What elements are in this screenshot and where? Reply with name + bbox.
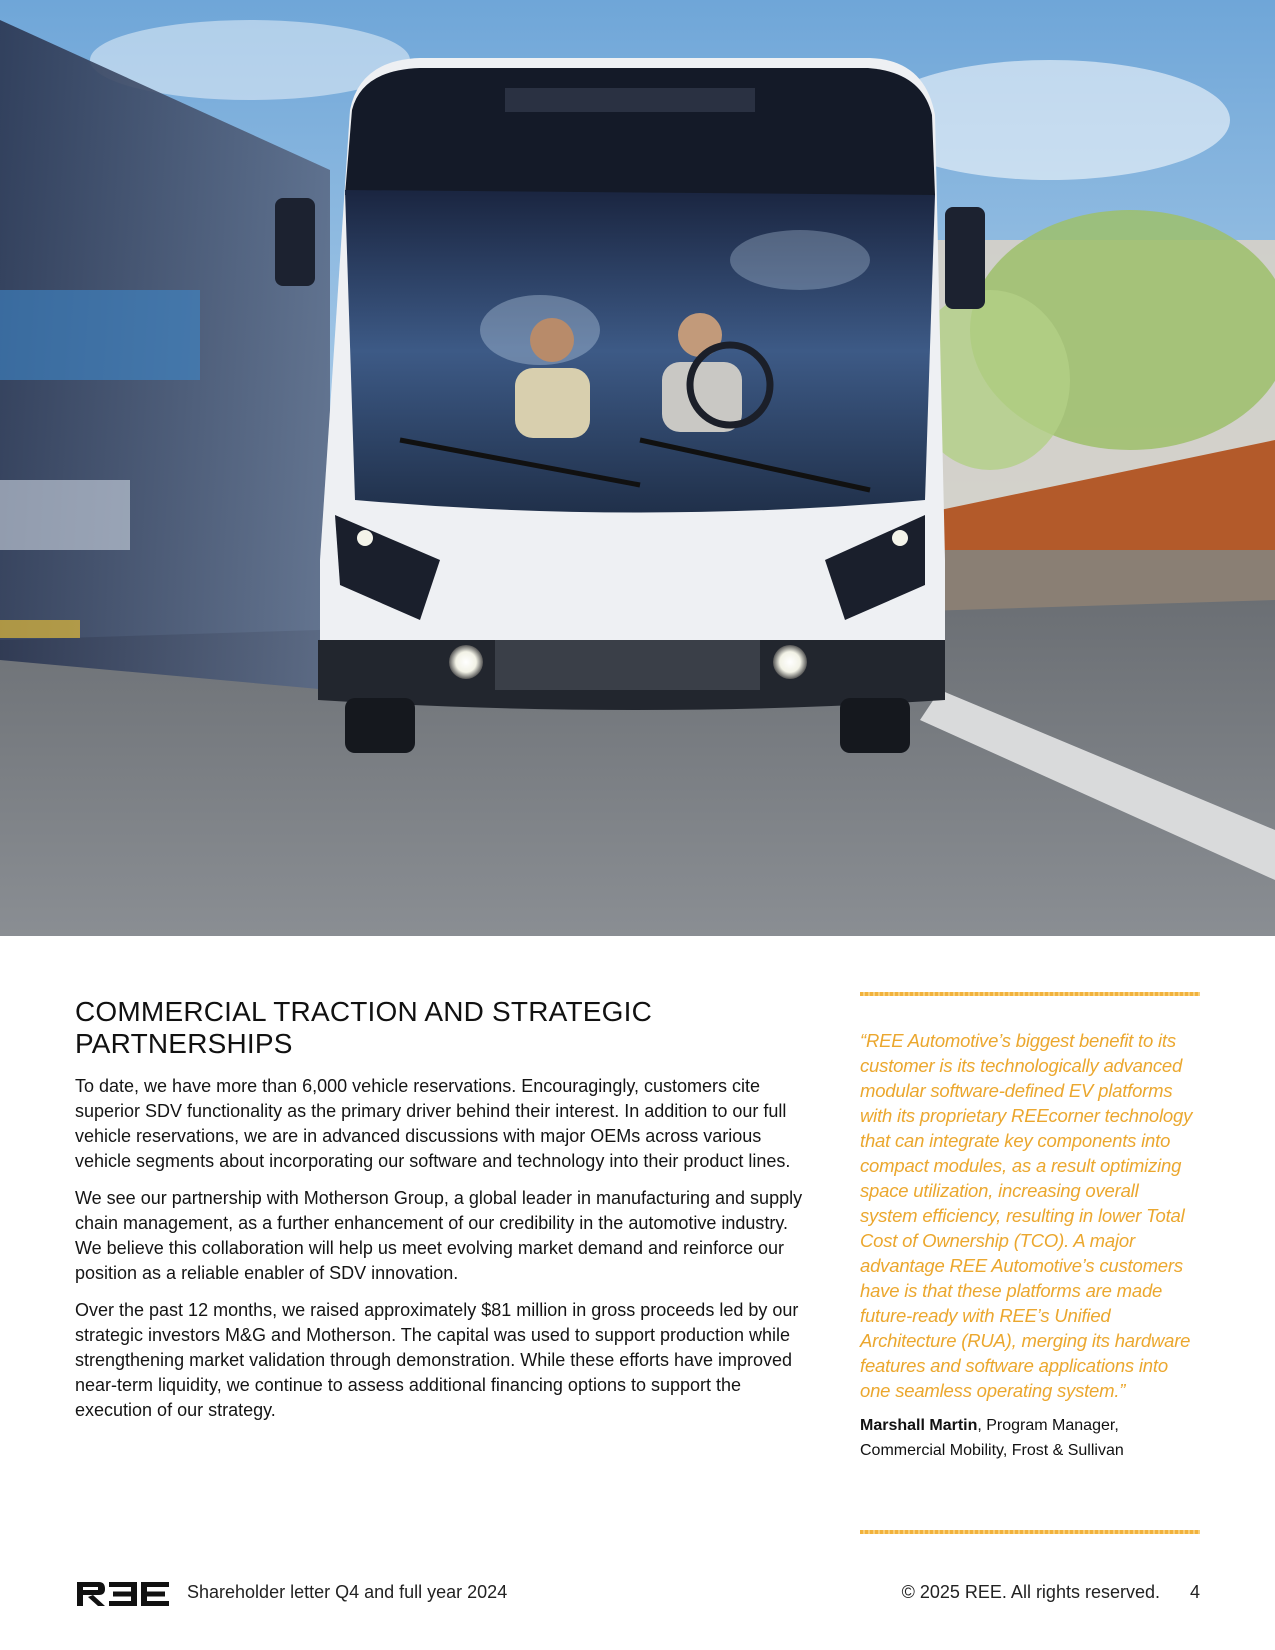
body-paragraph: We see our partnership with Motherson Group, a global leader in manufacturing and supply chain management, as a further enhancement of our credibility in the automotive industry. We believe this collaboration will help us meet evolving market demand and reinforce our position as a reliable enabler of SDV innovation.	[75, 1188, 803, 1283]
body-paragraph: To date, we have more than 6,000 vehicle reservations. Encouragingly, customers cite superior SDV functionality as the primary driver behind their interest. In addition to our full vehicle reservations, we are in advanced discussions with major OEMs across various vehicle segments about incorporating our software and technology into their product lines.	[75, 1076, 791, 1171]
pull-quote	[860, 992, 1200, 1463]
main-column	[75, 996, 805, 1435]
copyright-notice: © 2025 REE. All rights reserved.	[901, 1582, 1160, 1602]
section-heading: COMMERCIAL TRACTION AND STRATEGIC PARTNERSHIPS	[75, 996, 653, 1059]
ree-logo	[75, 1580, 170, 1608]
quote-author-role: , Program Manager, Commercial Mobility, Frost & Sullivan	[860, 1417, 1124, 1459]
quote-bottom-divider	[860, 1530, 1200, 1534]
body-paragraph: Over the past 12 months, we raised approximately $81 million in gross proceeds led by our strategic investors M&G and Motherson. The capital was used to support production while strengthening market validation through demonstration. While these efforts have improved near-term liquidity, we continue to assess additional financing options to support the execution of our strategy.	[75, 1300, 799, 1420]
page-footer	[75, 1580, 1200, 1610]
document-title: Shareholder letter Q4 and full year 2024	[187, 1582, 508, 1602]
quote-attribution	[860, 1413, 1200, 1463]
quote-text: “REE Automotive’s biggest benefit to its customer is its technologically advanced modular software-defined EV platforms with its proprietary REEcorner technology that can integrate key components into compact modules, as a result optimizing space utilization, increasing overall system efficiency, resulting in lower Total Cost of Ownership (TCO). A major advantage REE Automotive’s customers have is that these platforms are made future-ready with REE’s Unified Architecture (RUA), merging its hardware features and software applications into one seamless operating system.”	[860, 1030, 1193, 1401]
quote-author: Marshall Martin	[860, 1417, 978, 1434]
page-number: 4	[1189, 1582, 1200, 1602]
